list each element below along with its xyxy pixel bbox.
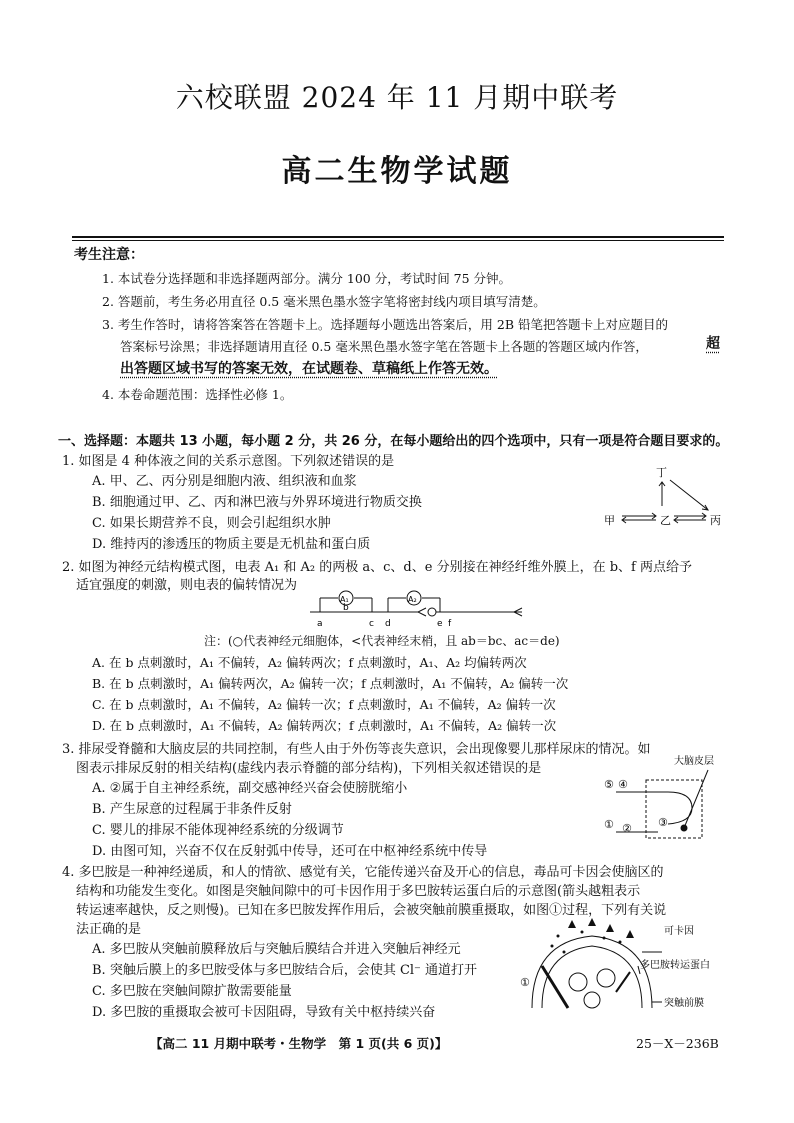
q4-option-b: B. 突触后膜上的多巴胺受体与多巴胺结合后，会使其 Cl⁻ 通道打开 (92, 963, 478, 978)
fig-label-cortex: 大脑皮层 (674, 756, 714, 767)
question-2-stem: 2. 如图为神经元结构模式图，电表 A₁ 和 A₂ 的两极 a、c、d、e 分别接在神经纤维外膜上，在 b、f 两点给予 (62, 560, 692, 575)
q2-neuron-figure (300, 590, 530, 630)
notice-item: 2. 答题前，考生务必用直径 0.5 毫米黑色墨水签字笔将密封线内项目填写清楚。 (102, 294, 546, 309)
fig-label-membrane: 突触前膜 (664, 998, 704, 1009)
q4-option-a: A. 多巴胺从突触前膜释放后与突触后膜结合并进入突触后神经元 (92, 942, 461, 957)
q2-option-d: D. 在 b 点刺激时，A₁ 不偏转，A₂ 偏转两次；f 点刺激时，A₁ 不偏转，A₂ 偏转一次 (92, 718, 557, 733)
question-4-stem-cont: 法正确的是 (76, 922, 142, 937)
paper-code: 25－X－236B (636, 1036, 719, 1051)
fig-label-yi: 乙 (660, 514, 671, 527)
notice-item: 4. 本卷命题范围：选择性必修 1。 (102, 387, 293, 402)
q4-option-d: D. 多巴胺的重摄取会被可卡因阻碍，导致有关中枢持续兴奋 (92, 1005, 436, 1020)
fig-label-ding: 丁 (656, 466, 667, 479)
fig-label-a2: A₂ (408, 595, 417, 604)
question-1-stem: 1. 如图是 4 种体液之间的关系示意图。下列叙述错误的是 (62, 454, 395, 469)
q3-reflex-figure (596, 752, 726, 850)
question-4-stem-cont: 结构和功能发生变化。如图是突触间隙中的可卡因作用于多巴胺转运蛋白后的示意图(箭头越粗表示 (76, 884, 641, 899)
q3-option-a: A. ②属于自主神经系统，副交感神经兴奋会使膀胱缩小 (92, 781, 408, 796)
fig-label-jia: 甲 (604, 514, 615, 527)
fig-label-bing: 丙 (710, 514, 721, 527)
question-3-stem: 3. 排尿受脊髓和大脑皮层的共同控制，有些人由于外伤等丧失意识，会出现像婴儿那样尿床的情况。如 (62, 742, 651, 757)
question-3-stem-cont: 图表示排尿反射的相关结构(虚线内表示脊髓的部分结构)，下列相关叙述错误的是 (76, 761, 542, 776)
divider (72, 240, 724, 241)
notice-heading: 考生注意： (74, 247, 144, 263)
q2-note: 注：(○代表神经元细胞体，<代表神经末梢，且 ab＝bc、ac＝de) (204, 634, 560, 648)
q1-option-c: C. 如果长期营养不良，则会引起组织水肿 (92, 516, 331, 531)
fig-label-transporter: 多巴胺转运蛋白 (640, 960, 710, 971)
exam-title: 六校联盟 2024 年 11 月期中联考 (175, 81, 619, 114)
fig-label-b: b (343, 603, 349, 613)
fig-label-1: ① (520, 976, 530, 989)
question-2-stem-cont: 适宜强度的刺激，则电表的偏转情况为 (76, 578, 298, 593)
q2-option-b: B. 在 b 点刺激时，A₁ 偏转两次，A₂ 偏转一次；f 点刺激时，A₁ 不偏转，A₂ 偏转一次 (92, 676, 569, 691)
fig-label-3: ③ (658, 816, 668, 829)
q3-option-b: B. 产生尿意的过程属于非条件反射 (92, 802, 292, 817)
q3-option-c: C. 婴儿的排尿不能体现神经系统的分级调节 (92, 823, 344, 838)
fig-label-c: c (369, 619, 374, 629)
notice-emphasis: 出答题区域书写的答案无效，在试题卷、草稿纸上作答无效。 (120, 361, 498, 377)
fig-label-1: ① (604, 818, 614, 831)
q2-option-a: A. 在 b 点刺激时，A₁ 不偏转，A₂ 偏转两次；f 点刺激时，A₁、A₂ 均偏转两次 (92, 655, 527, 670)
q4-option-c: C. 多巴胺在突触间隙扩散需要能量 (92, 984, 292, 999)
question-4-stem-cont: 转运速率越快，反之则慢)。已知在多巴胺发挥作用后，会被突触前膜重摄取，如图①过程，下列有关说 (76, 903, 667, 918)
exam-subtitle: 高二生物学试题 (281, 154, 513, 189)
q3-option-d: D. 由图可知，兴奋不仅在反射弧中传导，还可在中枢神经系统中传导 (92, 844, 488, 859)
q2-option-c: C. 在 b 点刺激时，A₁ 不偏转，A₂ 偏转一次；f 点刺激时，A₁ 不偏转，A₂ 偏转一次 (92, 697, 556, 712)
fig-label-2: ② (622, 822, 632, 835)
notice-item: 答案标号涂黑；非选择题请用直径 0.5 毫米黑色墨水签字笔在答题卡上各题的答题区域内作答， (120, 339, 648, 354)
fig-label-f: f (448, 619, 452, 629)
q1-option-a: A. 甲、乙、丙分别是细胞内液、组织液和血浆 (92, 474, 357, 489)
fig-label-a: a (317, 619, 323, 629)
fig-label-4: ④ (618, 778, 628, 791)
notice-emphasis: 超 (706, 336, 720, 352)
question-4-stem: 4. 多巴胺是一种神经递质，和人的情欲、感觉有关，它能传递兴奋及开心的信息，毒品可卡因会使脑区的 (62, 865, 664, 880)
fig-label-d: d (385, 619, 391, 629)
q4-synapse-figure (512, 912, 752, 1016)
section-heading: 一、选择题：本题共 13 小题，每小题 2 分，共 26 分，在每小题给出的四个选项中，只有一项是符合题目要求的。 (58, 434, 729, 449)
notice-item: 1. 本试卷分选择题和非选择题两部分。满分 100 分，考试时间 75 分钟。 (102, 271, 512, 286)
fig-label-a1: A₁ (340, 595, 349, 604)
fig-label-e: e (437, 619, 443, 629)
q1-option-b: B. 细胞通过甲、乙、丙和淋巴液与外界环境进行物质交换 (92, 495, 422, 510)
notice-item: 3. 考生作答时，请将答案答在答题卡上。选择题每小题选出答案后，用 2B 铅笔把答题卡上对应题目的 (102, 317, 668, 332)
fig-label-cocaine: 可卡因 (664, 926, 694, 937)
page-footer: 【高二 11 月期中联考・生物学 第 1 页(共 6 页)】 (150, 1036, 448, 1051)
q1-option-d: D. 维持丙的渗透压的物质主要是无机盐和蛋白质 (92, 537, 371, 552)
fig-label-5: ⑤ (604, 778, 614, 791)
q1-figure (598, 462, 728, 532)
divider (72, 236, 724, 238)
